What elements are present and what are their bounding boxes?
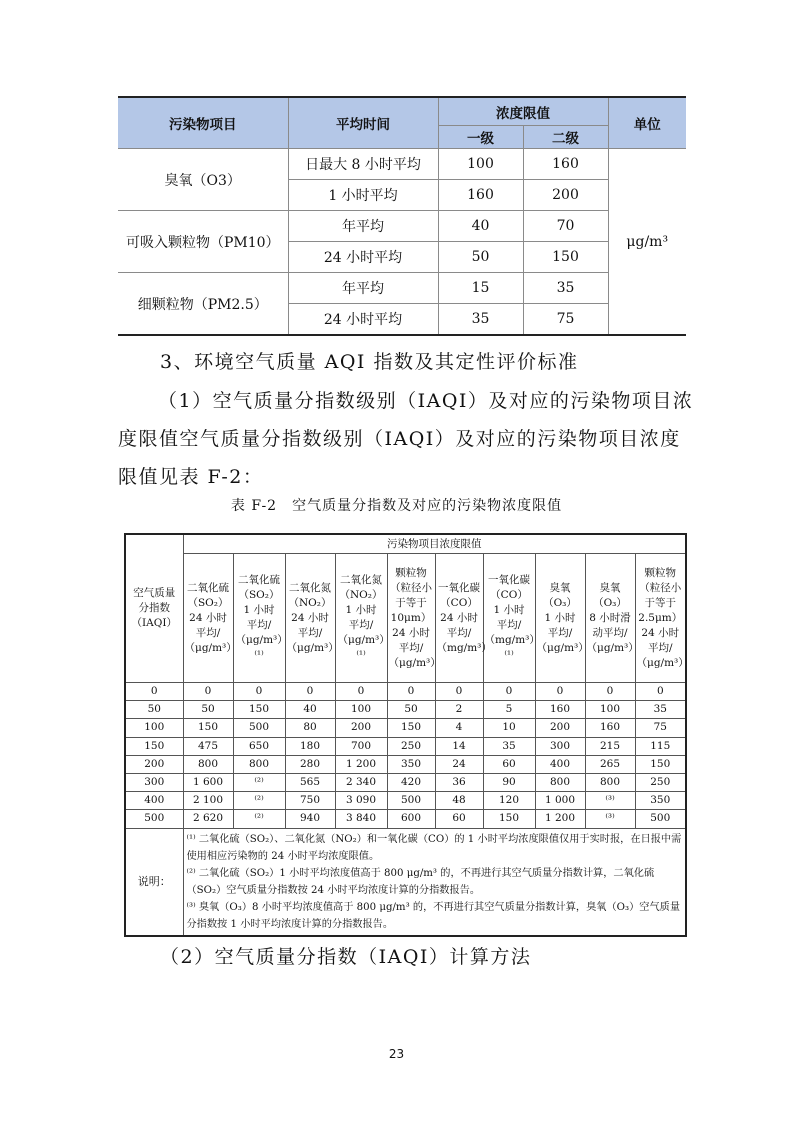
column-header-line: （μg/m³）⁽¹⁾ xyxy=(235,634,283,661)
column-header-line: 二氧化硫 xyxy=(238,574,280,586)
grade1-value: 40 xyxy=(438,211,523,242)
limit-value: 0 xyxy=(387,683,435,701)
iaqi-value: 0 xyxy=(125,683,183,701)
column-header-line: （μg/m³）⁽¹⁾ xyxy=(337,634,385,661)
column-header-line: 平均/ xyxy=(496,619,522,631)
iaqi-limit-table xyxy=(124,533,687,937)
limit-value: 565 xyxy=(285,773,335,791)
column-header-line: 24 小时 xyxy=(189,611,227,624)
column-header xyxy=(233,554,285,683)
limit-value: ⁽³⁾ xyxy=(585,810,635,828)
limit-value: 940 xyxy=(285,810,335,828)
limit-value: 0 xyxy=(183,683,233,701)
limit-value: 600 xyxy=(387,810,435,828)
pollutant-name: 臭氧（O3） xyxy=(118,149,288,211)
iaqi-value: 150 xyxy=(125,737,183,755)
column-header-line: （μg/m³） xyxy=(536,641,589,654)
column-header-line: 2.5μm） xyxy=(638,611,683,624)
iaqi-value: 50 xyxy=(125,701,183,719)
section-heading-2: （2）空气质量分指数（IAQI）计算方法 xyxy=(160,946,532,968)
limit-value: 3 090 xyxy=(335,792,387,810)
limit-value: 800 xyxy=(183,755,233,773)
limit-value: 280 xyxy=(285,755,335,773)
grade1-value: 15 xyxy=(438,273,523,304)
column-header-line: 一氧化碳 xyxy=(438,581,480,594)
column-header-line: 8 小时滑 xyxy=(589,611,631,624)
column-header xyxy=(183,554,237,683)
limit-value: 0 xyxy=(535,683,585,701)
table-row xyxy=(125,755,686,773)
limit-value: 160 xyxy=(585,719,635,737)
limit-value: 40 xyxy=(285,701,335,719)
table-row xyxy=(118,273,686,304)
column-header-line: 臭氧（O₃） xyxy=(543,581,577,609)
limit-value: ⁽²⁾ xyxy=(233,773,285,791)
column-header-line: 平均/ xyxy=(297,626,323,639)
limit-value: 1 200 xyxy=(535,810,585,828)
limit-value: 800 xyxy=(535,773,585,791)
column-header-line: 平均/ xyxy=(246,619,272,631)
limit-value: 400 xyxy=(535,755,585,773)
column-header-line: 二氧化氮 xyxy=(340,574,382,586)
limit-value: 75 xyxy=(635,719,686,737)
limit-value: 0 xyxy=(635,683,686,701)
unit-value: μg/m³ xyxy=(608,149,686,336)
table-row xyxy=(125,737,686,755)
iaqi-header xyxy=(125,534,183,683)
note-1: ⁽¹⁾ 二氧化硫（SO₂）、二氧化氮（NO₂）和一氧化碳（CO）的 1 小时平均浓度限值仅用于实时报，在日报中需使用相应污染物的 24 小时平均浓度限值。 xyxy=(186,833,682,862)
grade1-value: 100 xyxy=(438,149,523,180)
pollutant-limit-table xyxy=(118,96,686,336)
limit-value: 50 xyxy=(387,701,435,719)
grade2-value: 200 xyxy=(523,180,608,211)
limit-value: 150 xyxy=(387,719,435,737)
column-header xyxy=(585,554,639,683)
column-header-line: 1 小时 xyxy=(345,604,377,616)
grade1-value: 50 xyxy=(438,242,523,273)
column-header-line: （NO₂） xyxy=(339,589,383,601)
column-header-line: 颗粒物 xyxy=(644,566,677,579)
limit-value: 4 xyxy=(435,719,483,737)
limit-value: 160 xyxy=(535,701,585,719)
column-header-line: （CO） xyxy=(490,589,528,601)
grade1-value: 160 xyxy=(438,180,523,211)
column-header-line: （SO₂） xyxy=(187,596,229,609)
limit-value: 150 xyxy=(183,719,233,737)
limit-value: 100 xyxy=(335,701,387,719)
limit-value: 80 xyxy=(285,719,335,737)
limit-value: 200 xyxy=(335,719,387,737)
column-header xyxy=(483,554,540,683)
limit-value: ⁽²⁾ xyxy=(233,810,285,828)
limit-value: ⁽²⁾ xyxy=(233,792,285,810)
column-header-line: 24 小时 xyxy=(641,626,680,639)
limit-value: 150 xyxy=(233,701,285,719)
column-header xyxy=(535,554,589,683)
limit-value: 35 xyxy=(483,737,535,755)
body-paragraph: （1）空气质量分指数级别（IAQI）及对应的污染物项目浓度限值空气质量分指数级别（IAQI）及对应的污染物项目浓度限值见表 F-2： xyxy=(118,390,694,488)
limit-value: 475 xyxy=(183,737,233,755)
avg-time: 年平均 xyxy=(288,211,438,242)
note-3: ⁽³⁾ 臭氧（O₃）8 小时平均浓度值高于 800 μg/m³ 的，不再进行其空气质量分指数计算，臭氧（O₃）空气质量分指数按 1 小时平均浓度计算的分指数报告。 xyxy=(186,901,681,930)
pollutant-name: 细颗粒物（PM2.5） xyxy=(118,273,288,336)
limit-value: 650 xyxy=(233,737,285,755)
header-grade2: 二级 xyxy=(523,126,608,149)
limit-value: 500 xyxy=(635,810,686,828)
iaqi-value: 500 xyxy=(125,810,183,828)
limit-value: 48 xyxy=(435,792,483,810)
limit-value: 250 xyxy=(387,737,435,755)
column-header-line: 24 小时 xyxy=(291,611,329,624)
iaqi-value: 300 xyxy=(125,773,183,791)
column-header-line: 一氧化碳 xyxy=(488,574,530,586)
note-label: 说明： xyxy=(125,828,183,936)
iaqi-value: 100 xyxy=(125,719,183,737)
column-header xyxy=(435,554,492,683)
notes-cell xyxy=(183,828,686,936)
column-header-line: 平均/ xyxy=(446,626,472,639)
iaqi-value: 400 xyxy=(125,792,183,810)
column-header-line: （CO） xyxy=(440,596,478,609)
limit-value: 0 xyxy=(585,683,635,701)
column-header-line: 平均/ xyxy=(547,626,573,639)
limit-value: 3 840 xyxy=(335,810,387,828)
limit-value: 24 xyxy=(435,755,483,773)
column-header-line: 1 小时 xyxy=(544,611,576,624)
limit-value: 5 xyxy=(483,701,535,719)
limit-value: 0 xyxy=(335,683,387,701)
limit-value: 2 340 xyxy=(335,773,387,791)
column-header-line: （粒径小 xyxy=(639,581,682,594)
column-header-line: 1 小时 xyxy=(243,604,275,616)
limit-value: 60 xyxy=(435,810,483,828)
table-row xyxy=(118,211,686,242)
grade2-value: 70 xyxy=(523,211,608,242)
avg-time: 24 小时平均 xyxy=(288,304,438,336)
grade2-value: 35 xyxy=(523,273,608,304)
table-row xyxy=(118,149,686,180)
page-number: 23 xyxy=(388,1047,405,1061)
column-header-line: （NO₂） xyxy=(288,596,332,609)
limit-value: 0 xyxy=(233,683,285,701)
limit-value: 180 xyxy=(285,737,335,755)
header-pollutant: 污染物项目 xyxy=(118,97,288,149)
header-limit: 浓度限值 xyxy=(438,97,608,126)
limit-value: 36 xyxy=(435,773,483,791)
iaqi-header-line: 空气质量 xyxy=(133,587,176,599)
limit-value: 750 xyxy=(285,792,335,810)
column-header-line: 24 小时 xyxy=(392,626,430,639)
limit-value: 2 100 xyxy=(183,792,233,810)
column-header xyxy=(387,554,441,683)
column-header xyxy=(635,554,689,683)
iaqi-header-line: （IAQI） xyxy=(131,617,177,629)
limit-value: 2 xyxy=(435,701,483,719)
limit-value: 200 xyxy=(535,719,585,737)
table-row xyxy=(125,810,686,828)
table-row xyxy=(125,701,686,719)
column-header-line: 1 小时 xyxy=(493,604,525,616)
column-header xyxy=(285,554,339,683)
limit-value: 350 xyxy=(387,755,435,773)
limit-value: 215 xyxy=(585,737,635,755)
column-header-line: （粒径小 xyxy=(390,581,432,594)
column-header-line: 于等于 xyxy=(644,596,677,609)
column-header-line: 臭氧（O₃） xyxy=(593,581,627,609)
limit-value: 0 xyxy=(483,683,535,701)
section-heading: 3、环境空气质量 AQI 指数及其定性评价标准 xyxy=(160,351,579,373)
avg-time: 年平均 xyxy=(288,273,438,304)
avg-time: 日最大 8 小时平均 xyxy=(288,149,438,180)
column-header-line: （μg/m³） xyxy=(286,641,339,654)
table-row xyxy=(125,719,686,737)
limit-value: 2 620 xyxy=(183,810,233,828)
limit-value: 0 xyxy=(435,683,483,701)
limit-value: 50 xyxy=(183,701,233,719)
limit-value: 14 xyxy=(435,737,483,755)
limit-value: 1 200 xyxy=(335,755,387,773)
grade2-value: 150 xyxy=(523,242,608,273)
pollutant-name: 可吸入颗粒物（PM10） xyxy=(118,211,288,273)
table-row xyxy=(125,773,686,791)
column-header-line: （SO₂） xyxy=(238,589,280,601)
limit-value: 10 xyxy=(483,719,535,737)
table-caption: 表 F-2 空气质量分指数及对应的污染物浓度限值 xyxy=(230,498,563,514)
column-header-line: （μg/m³） xyxy=(586,641,639,654)
limit-value: 0 xyxy=(285,683,335,701)
column-header-line: 动平均/ xyxy=(592,626,628,639)
limit-value: 1 000 xyxy=(535,792,585,810)
column-header-line: 颗粒物 xyxy=(395,566,427,579)
column-header-line: 24 小时 xyxy=(440,611,478,624)
limit-value: 100 xyxy=(585,701,635,719)
table-row xyxy=(125,683,686,701)
table-row xyxy=(125,792,686,810)
column-header-row xyxy=(125,554,686,683)
grade1-value: 35 xyxy=(438,304,523,336)
column-header-line: 二氧化硫 xyxy=(187,581,229,594)
limit-value: 150 xyxy=(635,755,686,773)
iaqi-value: 200 xyxy=(125,755,183,773)
group-header: 污染物项目浓度限值 xyxy=(183,534,686,554)
column-header-line: 二氧化氮 xyxy=(289,581,331,594)
column-header xyxy=(335,554,387,683)
limit-value: ⁽³⁾ xyxy=(585,792,635,810)
grade2-value: 160 xyxy=(523,149,608,180)
limit-value: 115 xyxy=(635,737,686,755)
column-header-line: 平均/ xyxy=(348,619,374,631)
limit-value: 350 xyxy=(635,792,686,810)
limit-value: 500 xyxy=(233,719,285,737)
column-header-line: （μg/m³） xyxy=(184,641,237,654)
column-header-line: 平均/ xyxy=(398,641,424,654)
limit-value: 150 xyxy=(483,810,535,828)
column-header-line: 于等于 xyxy=(395,596,427,609)
limit-value: 35 xyxy=(635,701,686,719)
header-grade1: 一级 xyxy=(438,126,523,149)
limit-value: 500 xyxy=(387,792,435,810)
grade2-value: 75 xyxy=(523,304,608,336)
column-header-line: 平均/ xyxy=(648,641,673,654)
header-avg-time: 平均时间 xyxy=(288,97,438,149)
column-header-line: （mg/m³）⁽¹⁾ xyxy=(484,634,540,661)
limit-value: 120 xyxy=(483,792,535,810)
avg-time: 1 小时平均 xyxy=(288,180,438,211)
limit-value: 90 xyxy=(483,773,535,791)
avg-time: 24 小时平均 xyxy=(288,242,438,273)
limit-value: 60 xyxy=(483,755,535,773)
note-2: ⁽²⁾ 二氧化硫（SO₂）1 小时平均浓度值高于 800 μg/m³ 的，不再进行其空气质量分指数计算，二氧化硫（SO₂）空气质量分指数按 24 小时平均浓度计算的分指数报告。 xyxy=(186,867,655,896)
column-header-line: 平均/ xyxy=(195,626,221,639)
column-header-line: （μg/m³） xyxy=(388,656,441,669)
limit-value: 700 xyxy=(335,737,387,755)
header-unit: 单位 xyxy=(608,97,686,149)
limit-value: 800 xyxy=(233,755,285,773)
column-header-line: （mg/m³） xyxy=(436,641,492,654)
limit-value: 265 xyxy=(585,755,635,773)
limit-value: 420 xyxy=(387,773,435,791)
column-header-line: 10μm） xyxy=(390,611,432,624)
notes-row xyxy=(125,828,686,936)
limit-value: 250 xyxy=(635,773,686,791)
iaqi-header-line: 分指数 xyxy=(138,602,170,614)
limit-value: 800 xyxy=(585,773,635,791)
limit-value: 300 xyxy=(535,737,585,755)
limit-value: 1 600 xyxy=(183,773,233,791)
column-header-line: （μg/m³） xyxy=(636,656,689,669)
